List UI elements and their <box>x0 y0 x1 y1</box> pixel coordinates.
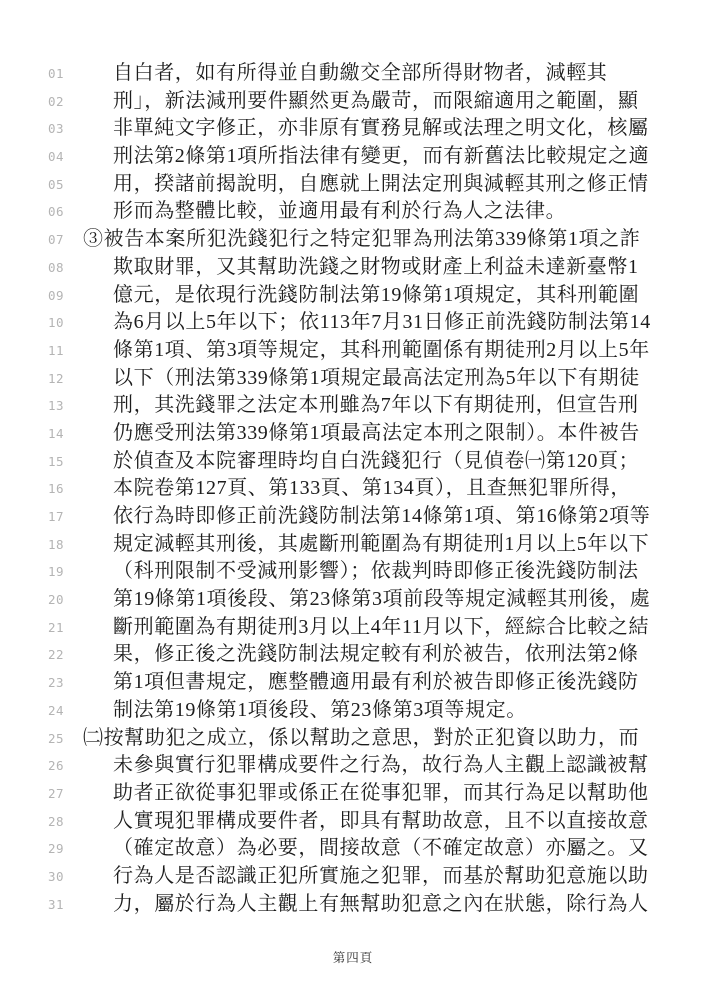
line-number: 15 <box>48 453 65 469</box>
document-line <box>0 891 706 919</box>
line-text: 本院卷第127頁、第133頁、第134頁），且查無犯罪所得， <box>113 477 631 500</box>
line-number: 13 <box>48 398 65 414</box>
line-text: 於偵查及本院審理時均自白洗錢犯行（見偵卷㈠第120頁； <box>113 449 640 472</box>
document-line <box>0 282 706 310</box>
line-number: 25 <box>48 730 65 746</box>
line-text: 刑」，新法減刑要件顯然更為嚴苛，而限縮適用之範圍，顯 <box>113 89 639 112</box>
line-number: 08 <box>48 259 65 275</box>
line-text: 仍應受刑法第339條第1項最高法定本刑之限制）。本件被告 <box>113 421 640 444</box>
document-line <box>0 448 706 476</box>
line-text: 為6月以上5年以下；依113年7月31日修正前洗錢防制法第14 <box>113 311 651 334</box>
line-number: 24 <box>48 702 65 718</box>
line-text: 用，揆諸前揭說明，自應就上開法定刑與減輕其刑之修正情 <box>113 172 649 195</box>
line-text: 億元，是依現行洗錢防制法第19條第1項規定，其科刑範圍 <box>113 283 640 306</box>
document-line <box>0 88 706 116</box>
line-number: 26 <box>48 758 65 774</box>
document-line <box>0 420 706 448</box>
line-text: 制法第19條第1項後段、第23條第3項等規定。 <box>113 698 527 721</box>
line-text: ③被告本案所犯洗錢犯行之特定犯罪為刑法第339條第1項之詐 <box>83 228 641 251</box>
document-line <box>0 143 706 171</box>
document-line <box>0 198 706 226</box>
document-line <box>0 503 706 531</box>
line-number: 12 <box>48 370 65 386</box>
line-text: 行為人是否認識正犯所實施之犯罪，而基於幫助犯意施以助 <box>113 864 649 887</box>
line-text: 果，修正後之洗錢防制法規定較有利於被告，依刑法第2條 <box>113 643 639 666</box>
line-number: 10 <box>48 315 65 331</box>
line-text: 依行為時即修正前洗錢防制法第14條第1項、第16條第2項等 <box>113 505 651 527</box>
line-text: 刑，其洗錢罪之法定本刑雖為7年以下有期徒刑，但宣告刑 <box>113 394 639 417</box>
line-number: 17 <box>48 509 65 524</box>
document-line <box>0 475 706 503</box>
line-text: ㈡按幫助犯之成立，係以幫助之意思，對於正犯資以助力，而 <box>83 726 640 749</box>
line-number: 20 <box>48 592 65 608</box>
document-line <box>0 392 706 420</box>
document-line <box>0 614 706 642</box>
line-number: 14 <box>48 425 65 441</box>
document-line <box>0 337 706 365</box>
line-number: 31 <box>48 896 65 912</box>
document-line <box>0 725 706 753</box>
document-line <box>0 365 706 393</box>
document-line <box>0 752 706 780</box>
page-footer: 第四頁 <box>332 951 374 965</box>
line-number: 06 <box>48 204 65 220</box>
line-number: 07 <box>48 232 65 248</box>
document-line <box>0 115 706 143</box>
line-number: 27 <box>48 785 65 801</box>
line-text: 第1項但書規定，應整體適用最有利於被告即修正後洗錢防 <box>113 671 639 694</box>
document-body <box>0 60 706 918</box>
document-line <box>0 835 706 863</box>
document-line <box>0 808 706 836</box>
document-line <box>0 780 706 808</box>
line-number: 01 <box>48 66 65 81</box>
line-number: 09 <box>48 287 65 303</box>
line-number: 02 <box>48 93 65 109</box>
line-text: 刑法第2條第1項所指法律有變更，而有新舊法比較規定之適 <box>113 145 650 168</box>
line-number: 23 <box>48 675 65 691</box>
document-line <box>0 697 706 725</box>
line-text: 形而為整體比較，並適用最有利於行為人之法律。 <box>113 200 567 223</box>
line-text: 人實現犯罪構成要件者，即具有幫助故意，且不以直接故意 <box>113 809 649 832</box>
line-text: （科刑限制不受減刑影響）；依裁判時即修正後洗錢防制法 <box>113 560 639 583</box>
document-line <box>0 309 706 337</box>
line-text: （確定故意）為必要，間接故意（不確定故意）亦屬之。又 <box>113 837 649 860</box>
line-text: 自白者，如有所得並自動繳交全部所得財物者，減輕其 <box>113 62 608 84</box>
document-line <box>0 586 706 614</box>
line-text: 力，屬於行為人主觀上有無幫助犯意之內在狀態，除行為人 <box>113 892 649 915</box>
document-line <box>0 60 706 88</box>
line-text: 助者正欲從事犯罪或係正在從事犯罪，而其行為足以幫助他 <box>113 781 649 804</box>
line-text: 欺取財罪，又其幫助洗錢之財物或財產上利益未達新臺幣1 <box>113 255 639 278</box>
line-number: 28 <box>48 813 65 829</box>
line-text: 條第1項、第3項等規定，其科刑範圍係有期徒刑2月以上5年 <box>113 338 650 361</box>
line-number: 30 <box>48 868 65 884</box>
line-number: 11 <box>48 342 65 358</box>
document-line <box>0 531 706 559</box>
line-number: 19 <box>48 564 65 580</box>
line-number: 21 <box>48 619 65 635</box>
line-text: 規定減輕其刑後，其處斷刑範圍為有期徒刑1月以上5年以下 <box>113 532 650 555</box>
document-line <box>0 226 706 254</box>
line-number: 05 <box>48 176 65 192</box>
document-line <box>0 669 706 697</box>
document-line <box>0 254 706 282</box>
line-number: 29 <box>48 841 65 857</box>
line-text: 以下（刑法第339條第1項規定最高法定刑為5年以下有期徒 <box>113 366 640 389</box>
line-text: 非單純文字修正，亦非原有實務見解或法理之明文化，核屬 <box>113 117 649 140</box>
line-number: 16 <box>48 481 65 497</box>
document-line <box>0 171 706 199</box>
line-number: 18 <box>48 536 65 552</box>
document-line <box>0 641 706 669</box>
document-line <box>0 558 706 586</box>
line-text: 第19條第1項後段、第23條第3項前段等規定減輕其刑後，處 <box>113 588 651 611</box>
line-number: 03 <box>48 121 65 137</box>
line-text: 未參與實行犯罪構成要件之行為，故行為人主觀上認識被幫 <box>113 754 649 777</box>
document-line <box>0 863 706 891</box>
line-number: 04 <box>48 149 65 165</box>
line-text: 斷刑範圍為有期徒刑3月以上4年11月以下，經綜合比較之結 <box>113 615 650 638</box>
line-number: 22 <box>48 647 65 663</box>
